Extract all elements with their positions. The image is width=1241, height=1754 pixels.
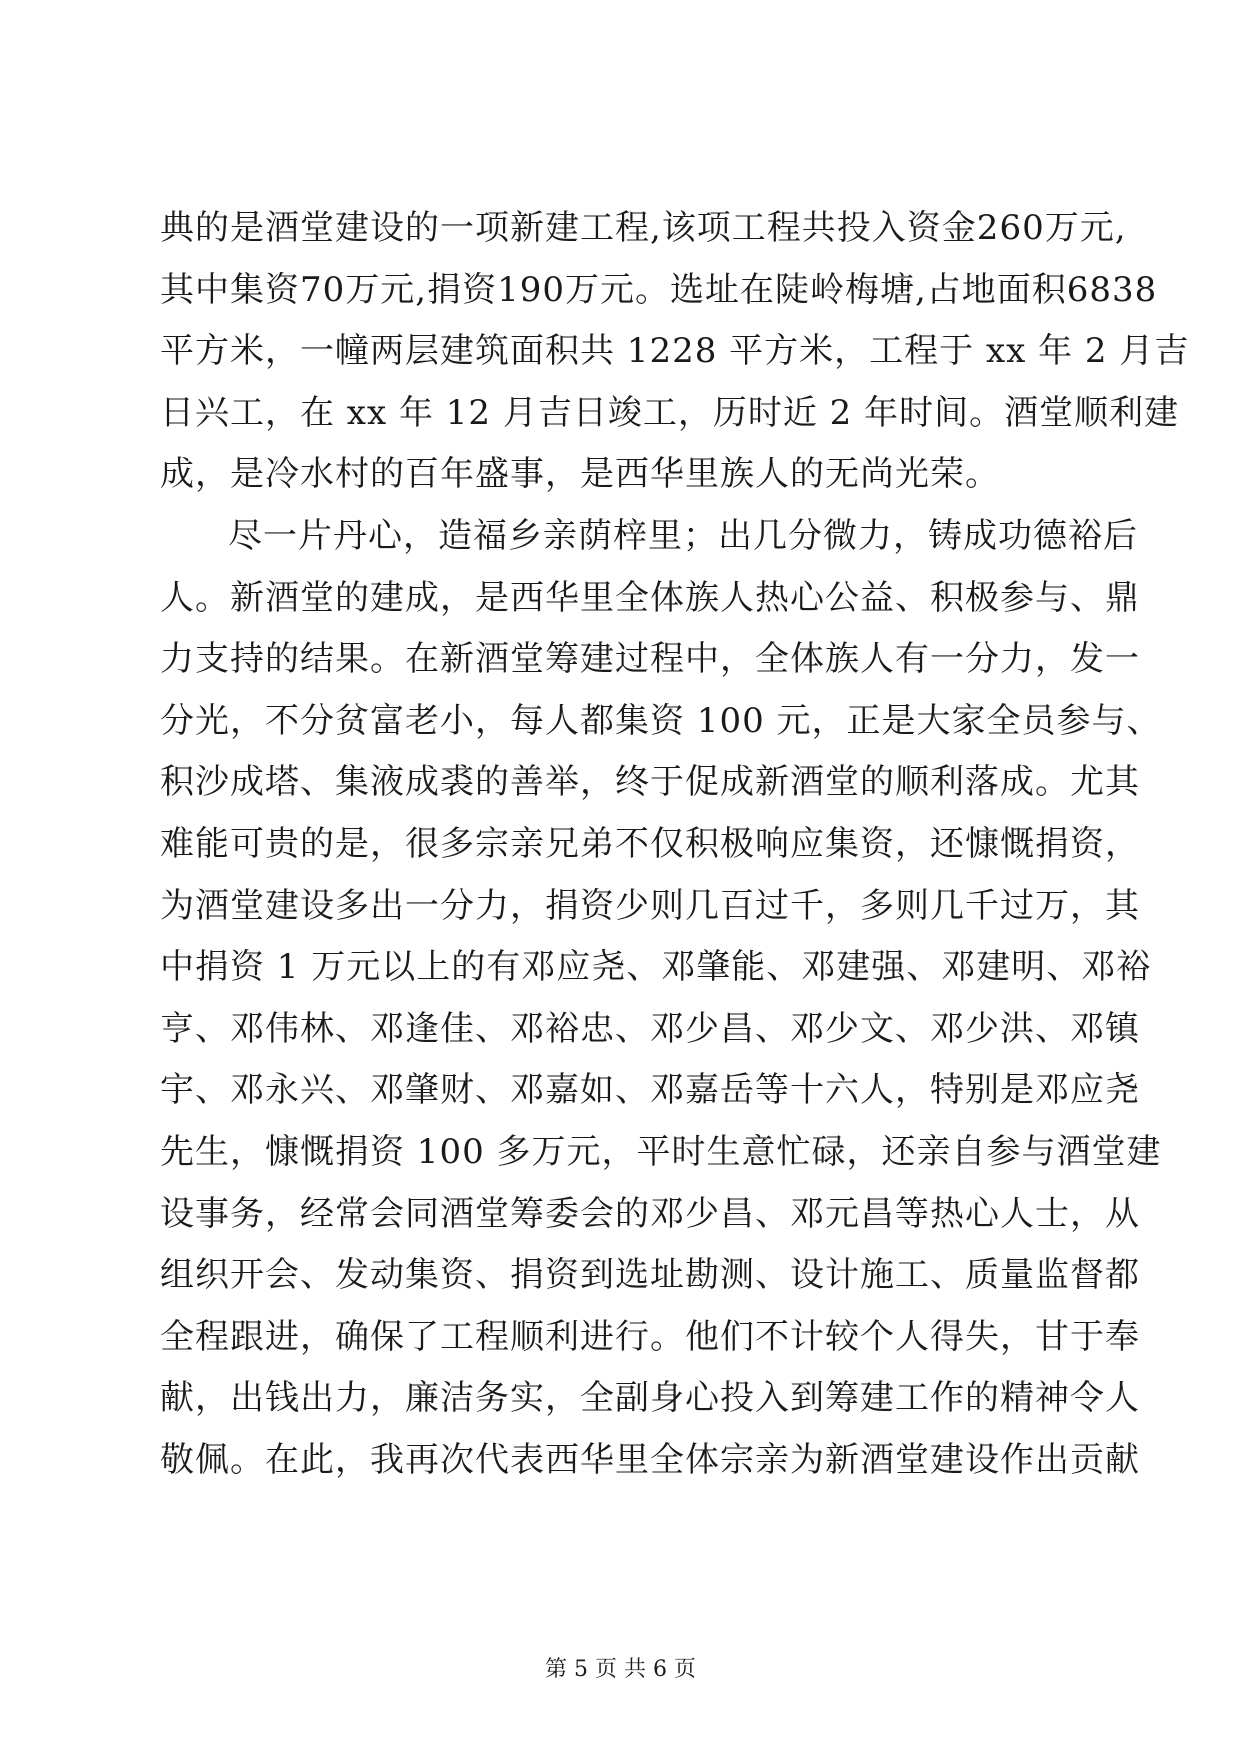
- text-line: 为酒堂建设多出一分力，捐资少则几百过千，多则几千过万，其: [160, 885, 1140, 926]
- text-line: 力支持的结果。在新酒堂筹建过程中，全体族人有一分力，发一: [160, 639, 1140, 680]
- text-line: 全程跟进，确保了工程顺利进行。他们不计较个人得失，甘于奉: [160, 1316, 1140, 1357]
- text-line: 献，出钱出力，廉洁务实，全副身心投入到筹建工作的精神令人: [160, 1378, 1140, 1419]
- text-line: 平方米，一幢两层建筑面积共 1228 平方米，工程于 xx 年 2 月吉: [160, 331, 1190, 372]
- page-footer: [0, 1655, 1241, 1685]
- body-text: [160, 198, 1190, 1491]
- text-line: 典的是酒堂建设的一项新建工程,该项工程共投入资金260万元,: [160, 208, 1127, 248]
- text-line: 分光，不分贫富老小，每人都集资 100 元，正是大家全员参与、: [160, 700, 1162, 741]
- page-number: 第 5 页 共 6 页: [545, 1657, 696, 1682]
- text-line: 组织开会、发动集资、捐资到选址勘测、设计施工、质量监督都: [160, 1255, 1140, 1296]
- text-line: 先生，慷慨捐资 100 多万元，平时生意忙碌，还亲自参与酒堂建: [160, 1131, 1162, 1172]
- text-line: 难能可贵的是，很多宗亲兄弟不仅积极响应集资，还慷慨捐资，: [160, 823, 1140, 864]
- text-line: 宇、邓永兴、邓肇财、邓嘉如、邓嘉岳等十六人，特别是邓应尧: [160, 1070, 1140, 1111]
- text-line: 成，是冷水村的百年盛事，是西华里族人的无尚光荣。: [160, 454, 1000, 495]
- text-line: 积沙成塔、集液成裘的善举，终于促成新酒堂的顺利落成。尤其: [160, 762, 1140, 803]
- text-line: 设事务，经常会同酒堂筹委会的邓少昌、邓元昌等热心人士，从: [160, 1193, 1140, 1234]
- paragraph-first-line: 尽一片丹心，造福乡亲荫梓里；出几分微力，铸成功德裕后: [228, 515, 1138, 556]
- text-line: 人。新酒堂的建成，是西华里全体族人热心公益、积极参与、鼎: [160, 577, 1140, 618]
- text-line: 亨、邓伟林、邓逢佳、邓裕忠、邓少昌、邓少文、邓少洪、邓镇: [160, 1008, 1140, 1049]
- text-line: 其中集资70万元,捐资190万元。选址在陡岭梅塘,占地面积6838: [160, 269, 1158, 310]
- text-line: 日兴工，在 xx 年 12 月吉日竣工，历时近 2 年时间。酒堂顺利建: [160, 392, 1180, 433]
- text-line: 中捐资 1 万元以上的有邓应尧、邓肇能、邓建强、邓建明、邓裕: [160, 947, 1152, 988]
- text-line: 敬佩。在此，我再次代表西华里全体宗亲为新酒堂建设作出贡献: [160, 1439, 1140, 1480]
